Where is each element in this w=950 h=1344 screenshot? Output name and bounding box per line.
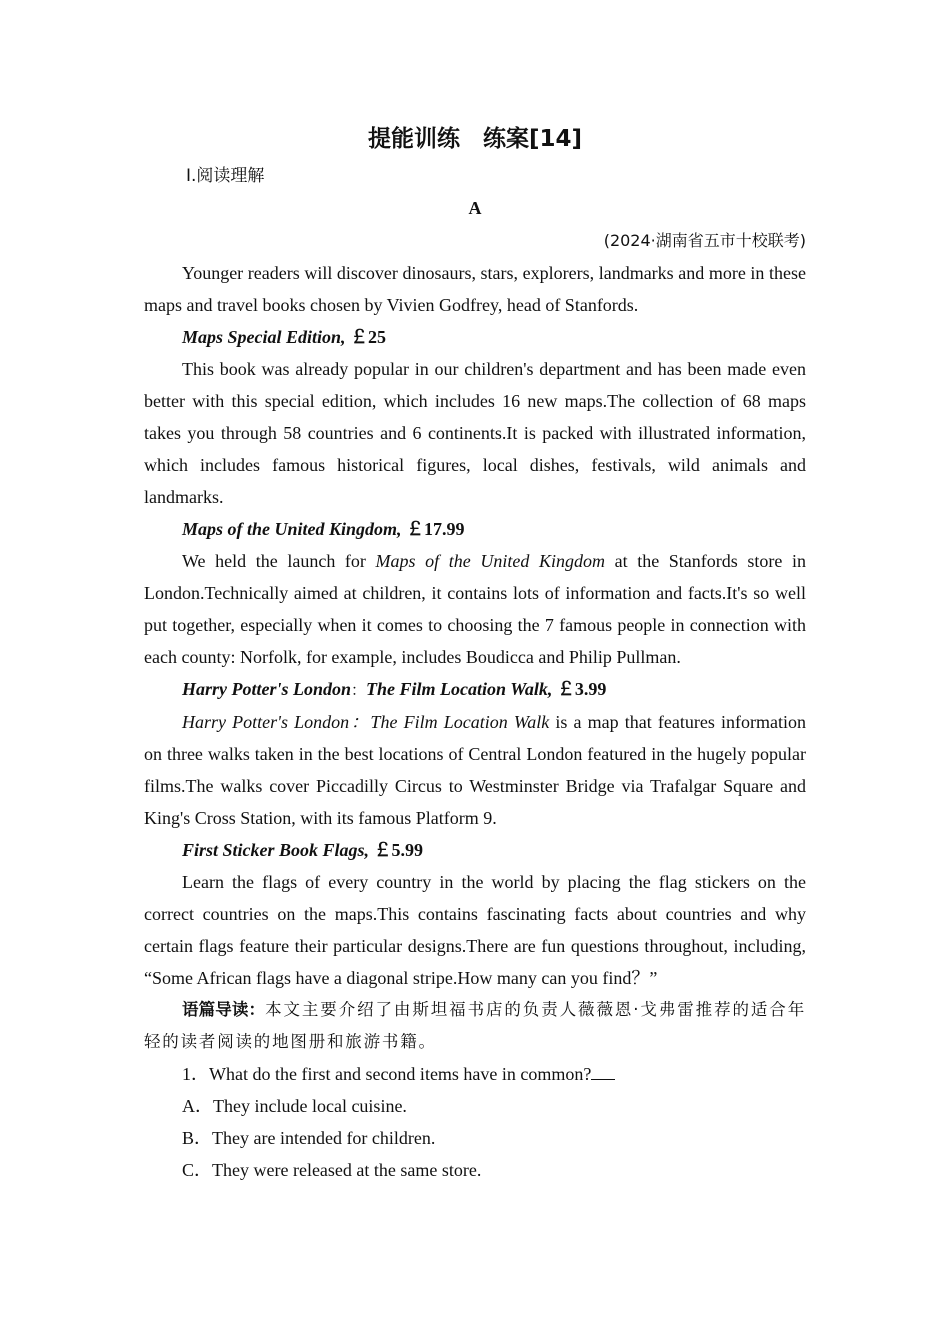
- item-name: Maps Special Edition,: [182, 327, 346, 347]
- answer-blank[interactable]: [591, 1061, 615, 1080]
- document-page: [144, 120, 806, 1186]
- item-price: ￡25: [350, 327, 387, 347]
- item-description: This book was already popular in our children's department and has been made even better with this special edition, which includes 16 new maps.The collection of 68 maps takes you through 58 countries and 6 continents.It is packed with illustrated information, which includes famous historical figures, local dishes, festivals, wild animals and landmarks.: [144, 359, 806, 507]
- section-label: Ⅰ.阅读理解: [186, 166, 265, 186]
- option-b[interactable]: B．They are intended for children.: [182, 1128, 436, 1148]
- item-name: Harry Potter's London: [182, 679, 352, 699]
- item-name: First Sticker Book Flags,: [182, 840, 370, 860]
- page-title: 提能训练 练案[14]: [367, 126, 583, 152]
- guide-label: 语篇导读：: [182, 1000, 266, 1019]
- item-heading-maps-special-edition: [144, 321, 806, 353]
- item-price: ￡5.99: [373, 840, 424, 860]
- item-heading-maps-of-uk: [144, 513, 806, 545]
- intro-paragraph: Younger readers will discover dinosaurs, stars, explorers, landmarks and more in these maps and travel books chosen by Vivien Godfrey, head of Stanfords.: [144, 263, 806, 315]
- item-name-sub: The Film Location Walk,: [366, 679, 553, 699]
- item-description: Learn the flags of every country in the world by placing the flag stickers on the correct countries on the maps.This contains fascinating facts about countries and why certain flags feature their particular designs.There are fun questions throughout, including, “Some African flags have a diagonal stripe.How many can you find？”: [144, 872, 806, 988]
- part-letter: A: [468, 198, 482, 218]
- option-a[interactable]: A．They include local cuisine.: [182, 1096, 407, 1116]
- source-citation: (2024·湖南省五市十校联考): [603, 231, 806, 250]
- item-description: We held the launch for Maps of the United Kingdom at the Stanfords store in London.Technically aimed at children, it contains lots of information and facts.It's so well put together, especially when it comes to choosing the 7 famous people in connection with each county: Norfolk, for example, includes Boudicca and Philip Pullman.: [144, 551, 806, 667]
- question-stem: 1．What do the first and second items have in common?: [144, 1058, 806, 1090]
- item-heading-sticker-book: [144, 834, 806, 866]
- item-heading-harry-potter: Harry Potter's London：The Film Location Walk, ￡3.99: [182, 679, 607, 699]
- item-price: ￡17.99: [406, 519, 465, 539]
- item-description: Harry Potter's London：The Film Location Walk is a map that features information on three walks taken in the best locations of Central London featured in the hugely popular films.The walks cover Piccadilly Circus to Westminster Bridge via Trafalgar Square and King's Cross Station, with its famous Platform 9.: [144, 712, 806, 828]
- item-name: Maps of the United Kingdom,: [182, 519, 402, 539]
- guide-text: 本文主要介绍了由斯坦福书店的负责人薇薇恩·戈弗雷推荐的适合年轻的读者阅读的地图册和旅游书籍。: [144, 1000, 807, 1051]
- item-price: ￡3.99: [556, 679, 607, 699]
- passage-guide: [144, 994, 806, 1058]
- option-c[interactable]: C．They were released at the same store.: [182, 1160, 482, 1180]
